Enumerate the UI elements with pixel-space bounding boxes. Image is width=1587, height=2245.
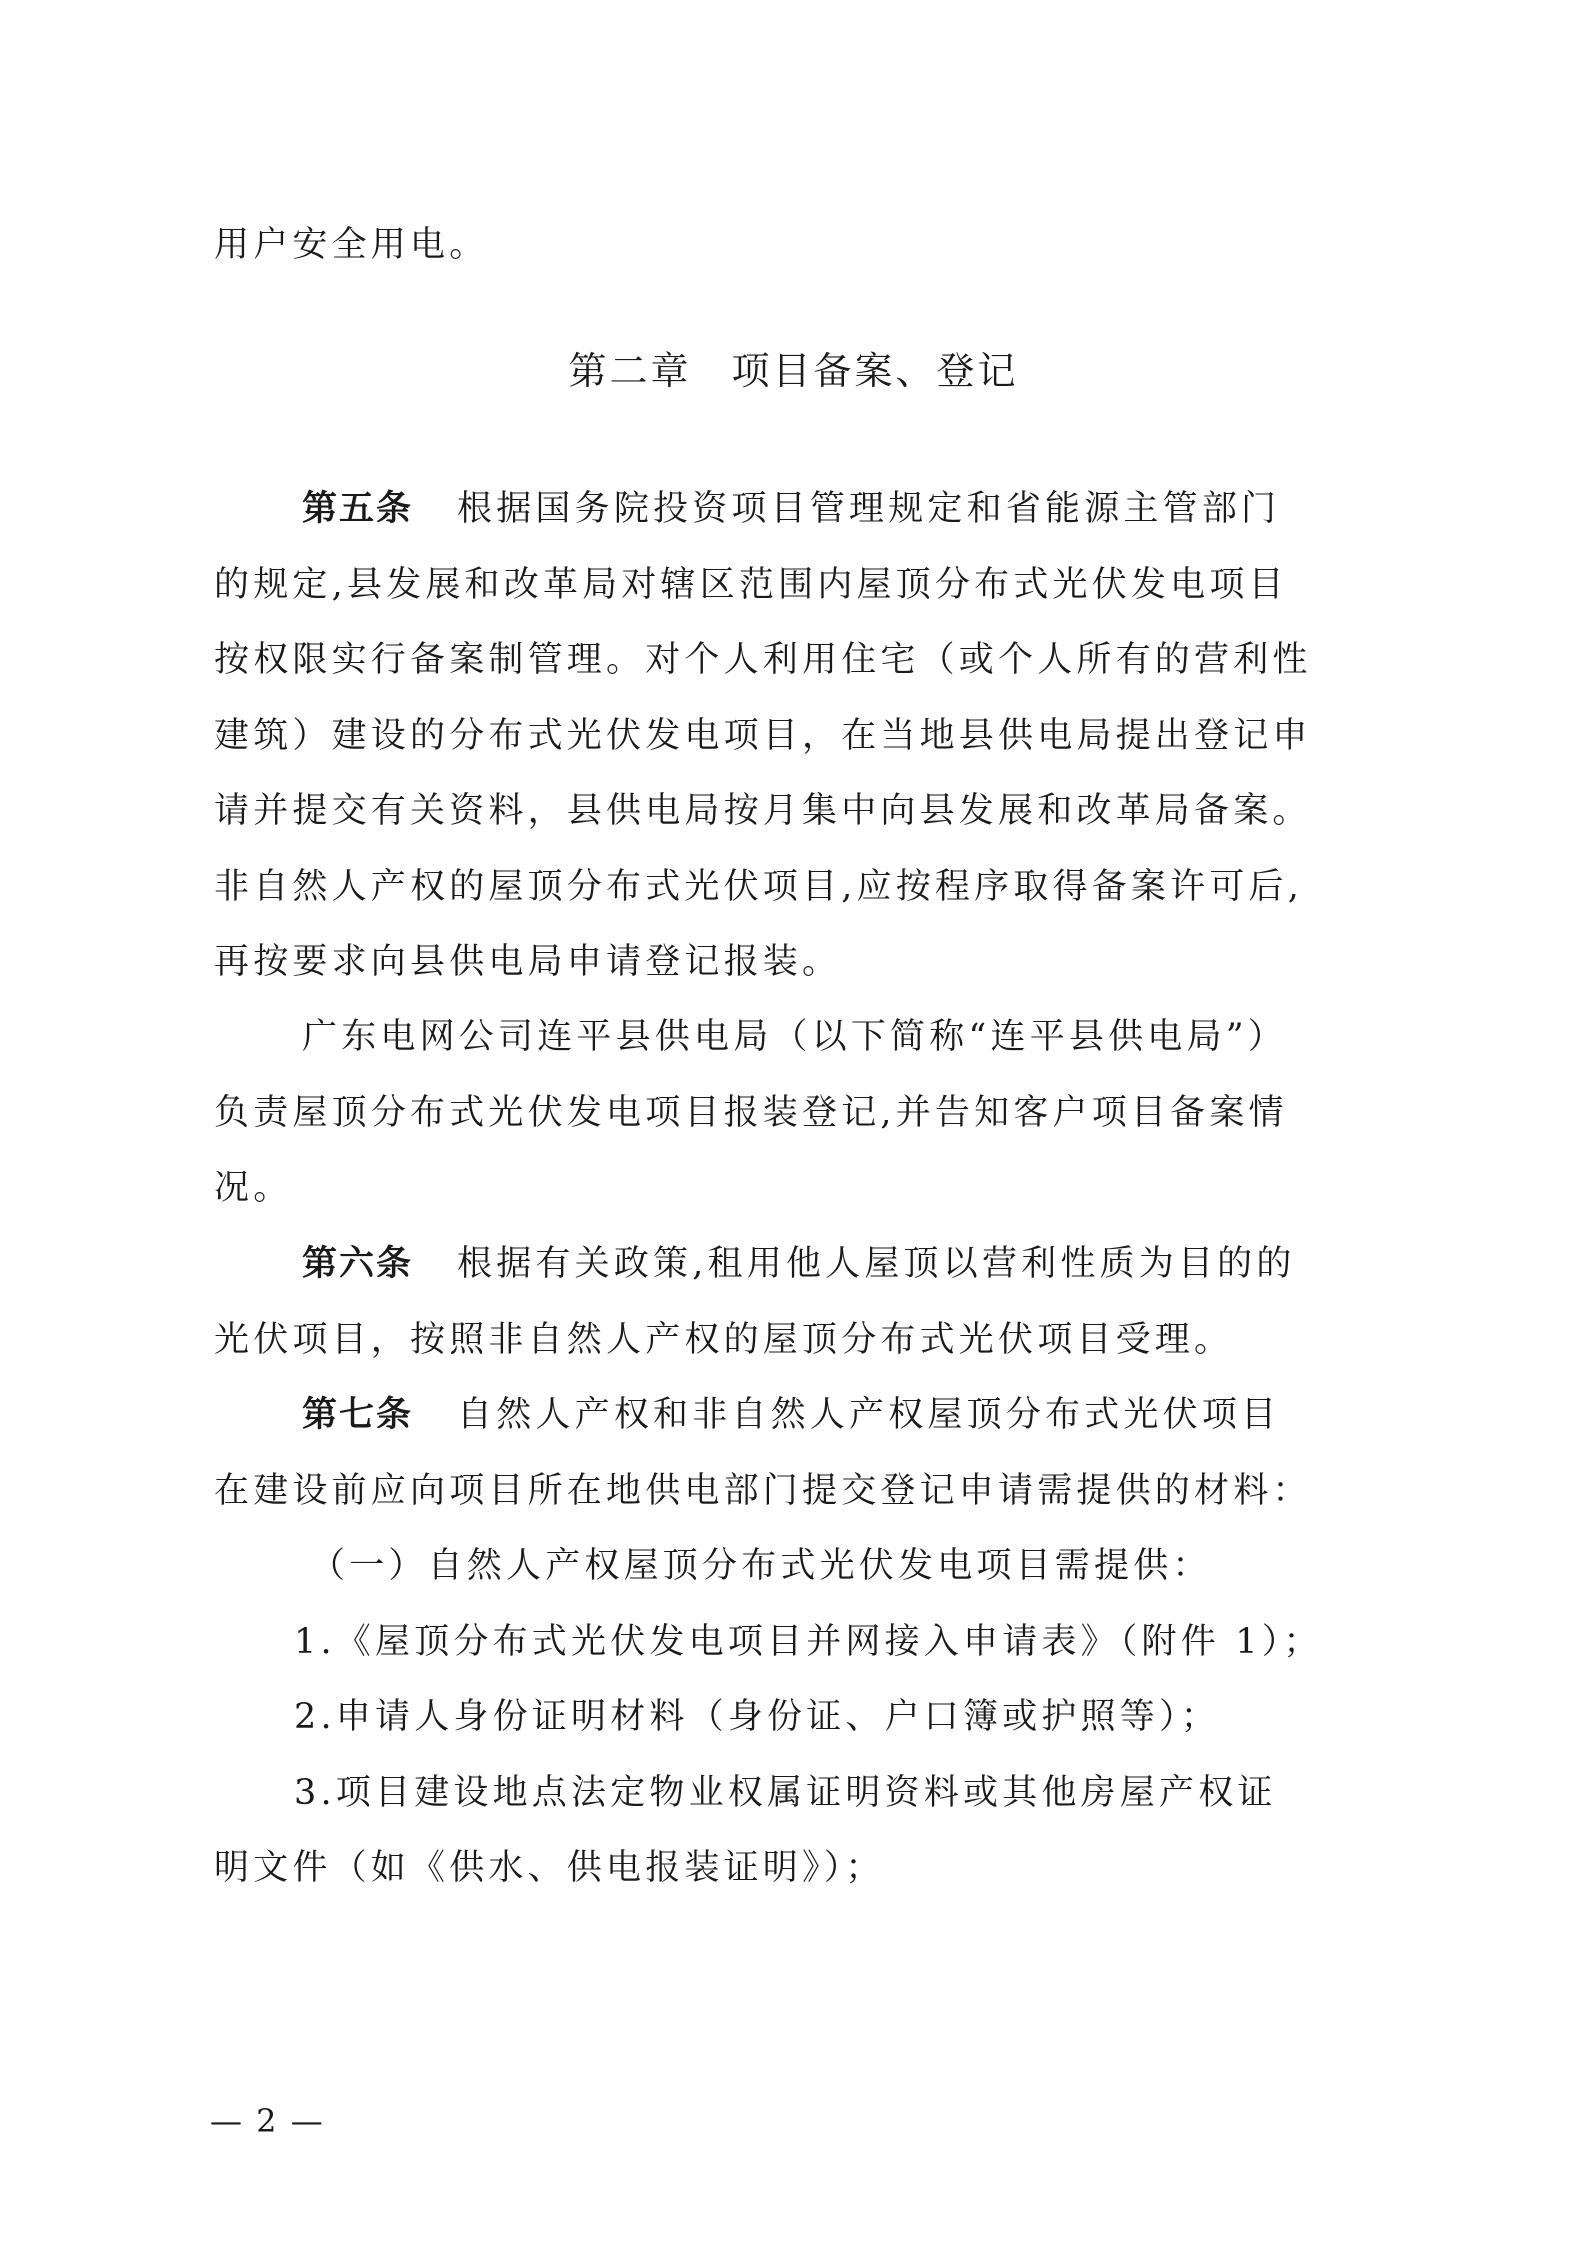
- article-5: [214, 472, 1404, 1001]
- materials-list: [214, 1529, 1404, 1907]
- paragraph-line: 第七条 自然人产权和非自然人产权屋顶分布式光伏项目: [302, 1395, 1281, 1435]
- paragraph-line: 非自然人产权的屋顶分布式光伏项目,应按程序取得备案许可后,: [214, 866, 1304, 907]
- list-item: 2.申请人身份证明材料（身份证、户口簿或护照等）；: [294, 1697, 1220, 1737]
- paragraph-line: 第五条 根据国务院投资项目管理规定和省能源主管部门: [302, 489, 1281, 529]
- page-number: — 2 —: [210, 2102, 325, 2140]
- chapter-heading: [0, 340, 1587, 395]
- list-item: 3.项目建设地点法定物业权属证明资料或其他房屋产权证: [294, 1772, 1277, 1813]
- paragraph-line: 建筑）建设的分布式光伏发电项目，在当地县供电局提出登记申: [214, 715, 1312, 756]
- list-item: 1.《屋顶分布式光伏发电项目并网接入申请表》（附件 1）；: [294, 1621, 1323, 1662]
- article-heading: 第五条: [302, 489, 414, 529]
- article-heading: 第七条: [302, 1395, 414, 1435]
- paragraph-line: 在建设前应向项目所在地供电部门提交登记申请需提供的材料：: [214, 1470, 1312, 1511]
- paragraph-line: 光伏项目，按照非自然人产权的屋顶分布式光伏项目受理。: [214, 1319, 1234, 1360]
- list-item-continuation: 明文件（如《供水、供电报装证明》）；: [214, 1848, 885, 1888]
- paragraph-line: 的规定,县发展和改革局对辖区范围内屋顶分布式光伏发电项目: [214, 564, 1288, 605]
- article-7: [214, 1378, 1404, 1529]
- paragraph-line: 请并提交有关资料，县供电局按月集中向县发展和改革局备案。: [214, 791, 1312, 831]
- paragraph-line: 广东电网公司连平县供电局（以下简称“连平县供电局”）: [302, 1017, 1287, 1057]
- article-6: [214, 1227, 1404, 1378]
- list-section-label: （一）自然人产权屋顶分布式光伏发电项目需提供：: [310, 1546, 1212, 1586]
- paragraph-line: 第六条 根据有关政策,租用他人屋顶以营利性质为目的的: [302, 1244, 1296, 1284]
- bureau-paragraph: [214, 1000, 1404, 1227]
- paragraph-line: 再按要求向县供电局申请登记报装。: [214, 942, 842, 982]
- intro-paragraph: [214, 208, 1404, 284]
- paragraph-line: 况。: [214, 1168, 293, 1208]
- chapter-subtitle: 项目备案、登记: [731, 349, 1019, 393]
- paragraph-line: 负责屋顶分布式光伏发电项目报装登记,并告知客户项目备案情: [214, 1092, 1288, 1133]
- paragraph-line: 按权限实行备案制管理。对个人利用住宅（或个人所有的营利性: [214, 640, 1312, 680]
- article-heading: 第六条: [302, 1244, 414, 1284]
- paragraph-line: 用户安全用电。: [214, 225, 489, 265]
- chapter-title: 第二章: [568, 349, 692, 393]
